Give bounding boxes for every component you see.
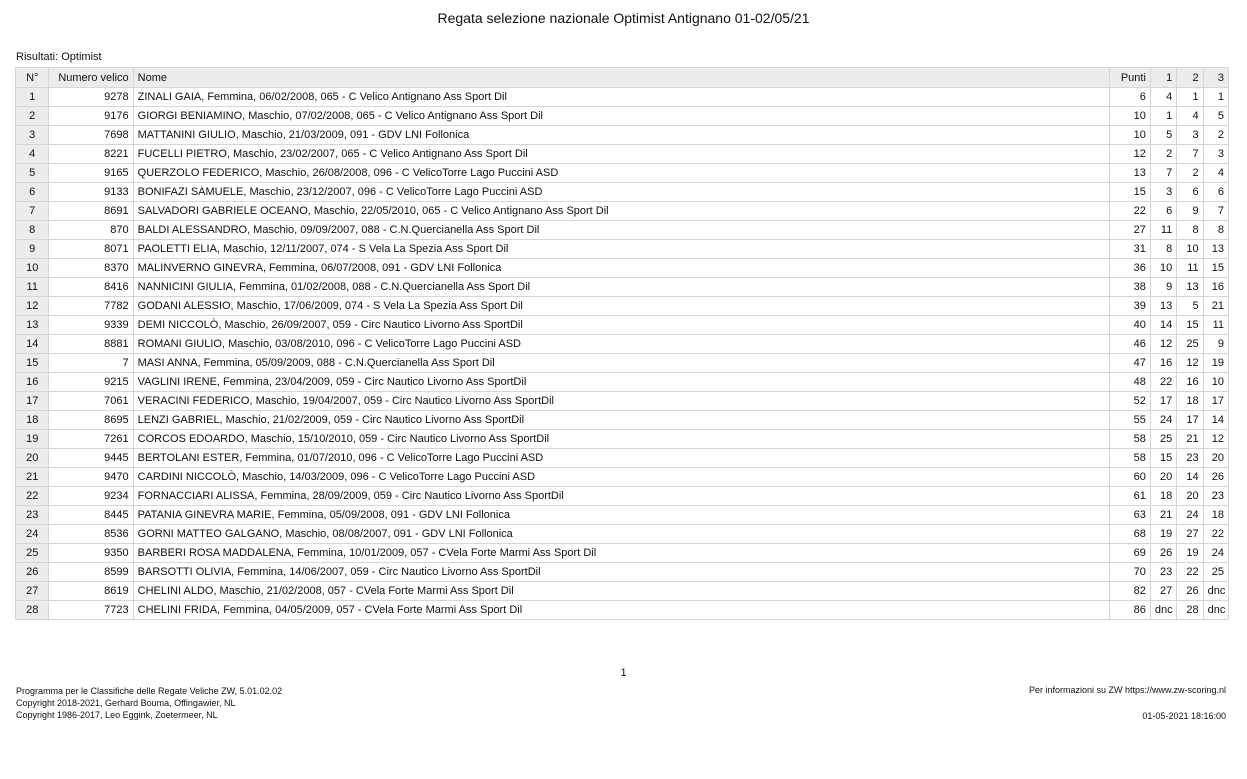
cell-race-1: 9 <box>1150 278 1176 297</box>
table-row <box>16 392 1229 411</box>
cell-race-3: 8 <box>1203 221 1228 240</box>
cell-points: 58 <box>1110 430 1151 449</box>
cell-sail-number: 8221 <box>49 145 133 164</box>
cell-race-3: 15 <box>1203 259 1228 278</box>
cell-sail-number: 7698 <box>49 126 133 145</box>
cell-sail-number: 8881 <box>49 335 133 354</box>
cell-race-2: 16 <box>1177 373 1203 392</box>
cell-race-1: 26 <box>1150 544 1176 563</box>
footer-credits <box>16 685 282 721</box>
cell-sail-number: 8445 <box>49 506 133 525</box>
cell-race-2: 25 <box>1177 335 1203 354</box>
cell-points: 10 <box>1110 126 1151 145</box>
cell-points: 58 <box>1110 449 1151 468</box>
cell-rank: 19 <box>16 430 49 449</box>
cell-sail-number: 7061 <box>49 392 133 411</box>
cell-name: GORNI MATTEO GALGANO, Maschio, 08/08/2007, 091 - GDV LNI Follonica <box>133 525 1110 544</box>
cell-race-3: 25 <box>1203 563 1228 582</box>
cell-sail-number: 7782 <box>49 297 133 316</box>
cell-points: 40 <box>1110 316 1151 335</box>
cell-race-1: 24 <box>1150 411 1176 430</box>
table-row <box>16 468 1229 487</box>
cell-points: 52 <box>1110 392 1151 411</box>
header-race-3: 3 <box>1203 68 1228 88</box>
footer-copyright-line: Copyright 1986-2017, Leo Eggink, Zoetermeer, NL <box>16 710 218 720</box>
cell-points: 63 <box>1110 506 1151 525</box>
cell-name: MALINVERNO GINEVRA, Femmina, 06/07/2008, 091 - GDV LNI Follonica <box>133 259 1110 278</box>
cell-rank: 4 <box>16 145 49 164</box>
footer-program-line: Programma per le Classifiche delle Regate Veliche ZW, 5.01.02.02 <box>16 686 283 696</box>
cell-race-1: 21 <box>1150 506 1176 525</box>
cell-race-2: 28 <box>1177 601 1203 620</box>
cell-sail-number: 9165 <box>49 164 133 183</box>
cell-name: QUERZOLO FEDERICO, Maschio, 26/08/2008, 096 - C VelicoTorre Lago Puccini ASD <box>133 164 1110 183</box>
page-number: 1 <box>620 667 627 679</box>
header-sail-number: Numero velico <box>49 68 133 88</box>
cell-race-3: 23 <box>1203 487 1228 506</box>
cell-rank: 9 <box>16 240 49 259</box>
cell-race-1: 15 <box>1150 449 1176 468</box>
cell-race-3: 3 <box>1203 145 1228 164</box>
cell-rank: 6 <box>16 183 49 202</box>
cell-race-3: 2 <box>1203 126 1228 145</box>
cell-race-1: 23 <box>1150 563 1176 582</box>
table-row <box>16 297 1229 316</box>
cell-sail-number: 9176 <box>49 107 133 126</box>
table-row <box>16 449 1229 468</box>
cell-race-2: 17 <box>1177 411 1203 430</box>
cell-name: BARSOTTI OLIVIA, Femmina, 14/06/2007, 059 - Circ Nautico Livorno Ass SportDil <box>133 563 1110 582</box>
cell-sail-number: 8416 <box>49 278 133 297</box>
table-row <box>16 107 1229 126</box>
cell-race-1: 2 <box>1150 145 1176 164</box>
cell-race-1: 14 <box>1150 316 1176 335</box>
cell-sail-number: 9445 <box>49 449 133 468</box>
cell-rank: 25 <box>16 544 49 563</box>
cell-race-2: 26 <box>1177 582 1203 601</box>
cell-race-2: 20 <box>1177 487 1203 506</box>
cell-race-2: 23 <box>1177 449 1203 468</box>
cell-name: MASI ANNA, Femmina, 05/09/2009, 088 - C.N.Quercianella Ass Sport Dil <box>133 354 1110 373</box>
cell-sail-number: 9234 <box>49 487 133 506</box>
cell-race-3: dnc <box>1203 601 1228 620</box>
table-row <box>16 316 1229 335</box>
table-row <box>16 544 1229 563</box>
cell-rank: 20 <box>16 449 49 468</box>
table-row <box>16 430 1229 449</box>
table-row <box>16 240 1229 259</box>
cell-points: 27 <box>1110 221 1151 240</box>
table-row <box>16 88 1229 107</box>
cell-points: 46 <box>1110 335 1151 354</box>
cell-race-3: 11 <box>1203 316 1228 335</box>
cell-rank: 14 <box>16 335 49 354</box>
cell-race-3: 9 <box>1203 335 1228 354</box>
cell-sail-number: 9350 <box>49 544 133 563</box>
cell-race-1: 10 <box>1150 259 1176 278</box>
cell-race-3: 14 <box>1203 411 1228 430</box>
cell-race-3: dnc <box>1203 582 1228 601</box>
table-row <box>16 563 1229 582</box>
cell-rank: 3 <box>16 126 49 145</box>
cell-points: 39 <box>1110 297 1151 316</box>
cell-points: 60 <box>1110 468 1151 487</box>
cell-race-3: 19 <box>1203 354 1228 373</box>
cell-race-1: 25 <box>1150 430 1176 449</box>
cell-race-1: 20 <box>1150 468 1176 487</box>
table-row <box>16 601 1229 620</box>
cell-name: FORNACCIARI ALISSA, Femmina, 28/09/2009, 059 - Circ Nautico Livorno Ass SportDil <box>133 487 1110 506</box>
cell-race-1: 13 <box>1150 297 1176 316</box>
cell-race-3: 24 <box>1203 544 1228 563</box>
cell-rank: 13 <box>16 316 49 335</box>
footer-datetime: 01-05-2021 18:16:00 <box>1142 711 1226 721</box>
cell-rank: 21 <box>16 468 49 487</box>
cell-name: GIORGI BENIAMINO, Maschio, 07/02/2008, 065 - C Velico Antignano Ass Sport Dil <box>133 107 1110 126</box>
cell-race-3: 18 <box>1203 506 1228 525</box>
footer-info: Per informazioni su ZW https://www.zw-scoring.nl <box>1028 685 1226 695</box>
cell-name: VERACINI FEDERICO, Maschio, 19/04/2007, 059 - Circ Nautico Livorno Ass SportDil <box>133 392 1110 411</box>
cell-rank: 23 <box>16 506 49 525</box>
table-row <box>16 259 1229 278</box>
cell-race-2: 3 <box>1177 126 1203 145</box>
cell-race-1: 12 <box>1150 335 1176 354</box>
cell-rank: 8 <box>16 221 49 240</box>
cell-race-2: 24 <box>1177 506 1203 525</box>
cell-sail-number: 8536 <box>49 525 133 544</box>
cell-race-2: 7 <box>1177 145 1203 164</box>
cell-race-1: 3 <box>1150 183 1176 202</box>
cell-points: 10 <box>1110 107 1151 126</box>
cell-sail-number: 7261 <box>49 430 133 449</box>
cell-name: BARBERI ROSA MADDALENA, Femmina, 10/01/2009, 057 - CVela Forte Marmi Ass Sport Dil <box>133 544 1110 563</box>
cell-race-3: 22 <box>1203 525 1228 544</box>
cell-name: BONIFAZI SAMUELE, Maschio, 23/12/2007, 096 - C VelicoTorre Lago Puccini ASD <box>133 183 1110 202</box>
cell-rank: 17 <box>16 392 49 411</box>
cell-race-1: 4 <box>1150 88 1176 107</box>
cell-name: BALDI ALESSANDRO, Maschio, 09/09/2007, 088 - C.N.Quercianella Ass Sport Dil <box>133 221 1110 240</box>
cell-race-1: dnc <box>1150 601 1176 620</box>
cell-race-2: 12 <box>1177 354 1203 373</box>
cell-race-1: 5 <box>1150 126 1176 145</box>
cell-rank: 5 <box>16 164 49 183</box>
cell-rank: 16 <box>16 373 49 392</box>
cell-points: 70 <box>1110 563 1151 582</box>
footer-copyright-line: Copyright 2018-2021, Gerhard Bouma, Offingawier, NL <box>16 698 236 708</box>
cell-rank: 7 <box>16 202 49 221</box>
cell-rank: 1 <box>16 88 49 107</box>
cell-points: 82 <box>1110 582 1151 601</box>
cell-sail-number: 9215 <box>49 373 133 392</box>
cell-race-1: 1 <box>1150 107 1176 126</box>
table-row <box>16 354 1229 373</box>
cell-points: 38 <box>1110 278 1151 297</box>
cell-race-2: 4 <box>1177 107 1203 126</box>
table-header-row <box>16 68 1229 88</box>
results-label: Risultati: Optimist <box>16 51 102 63</box>
cell-name: FUCELLI PIETRO, Maschio, 23/02/2007, 065 - C Velico Antignano Ass Sport Dil <box>133 145 1110 164</box>
cell-race-1: 19 <box>1150 525 1176 544</box>
cell-points: 55 <box>1110 411 1151 430</box>
cell-points: 69 <box>1110 544 1151 563</box>
cell-name: CHELINI FRIDA, Femmina, 04/05/2009, 057 - CVela Forte Marmi Ass Sport Dil <box>133 601 1110 620</box>
cell-sail-number: 8619 <box>49 582 133 601</box>
table-row <box>16 373 1229 392</box>
cell-rank: 10 <box>16 259 49 278</box>
cell-rank: 2 <box>16 107 49 126</box>
table-row <box>16 221 1229 240</box>
cell-sail-number: 9133 <box>49 183 133 202</box>
header-name: Nome <box>133 68 1110 88</box>
table-row <box>16 525 1229 544</box>
cell-name: SALVADORI GABRIELE OCEANO, Maschio, 22/05/2010, 065 - C Velico Antignano Ass Sport Dil <box>133 202 1110 221</box>
cell-sail-number: 9339 <box>49 316 133 335</box>
cell-race-2: 27 <box>1177 525 1203 544</box>
cell-race-2: 22 <box>1177 563 1203 582</box>
table-row <box>16 164 1229 183</box>
cell-points: 61 <box>1110 487 1151 506</box>
cell-race-2: 14 <box>1177 468 1203 487</box>
cell-name: ZINALI GAIA, Femmina, 06/02/2008, 065 - C Velico Antignano Ass Sport Dil <box>133 88 1110 107</box>
cell-race-3: 1 <box>1203 88 1228 107</box>
table-row <box>16 278 1229 297</box>
cell-sail-number: 8691 <box>49 202 133 221</box>
cell-name: GODANI ALESSIO, Maschio, 17/06/2009, 074 - S Vela La Spezia Ass Sport Dil <box>133 297 1110 316</box>
cell-name: PATANIA GINEVRA MARIE, Femmina, 05/09/2008, 091 - GDV LNI Follonica <box>133 506 1110 525</box>
cell-points: 31 <box>1110 240 1151 259</box>
cell-name: BERTOLANI ESTER, Femmina, 01/07/2010, 096 - C VelicoTorre Lago Puccini ASD <box>133 449 1110 468</box>
cell-race-2: 15 <box>1177 316 1203 335</box>
cell-race-3: 5 <box>1203 107 1228 126</box>
table-row <box>16 145 1229 164</box>
cell-sail-number: 7 <box>49 354 133 373</box>
header-race-2: 2 <box>1177 68 1203 88</box>
cell-race-3: 12 <box>1203 430 1228 449</box>
cell-rank: 12 <box>16 297 49 316</box>
cell-race-2: 10 <box>1177 240 1203 259</box>
cell-sail-number: 8695 <box>49 411 133 430</box>
cell-race-1: 27 <box>1150 582 1176 601</box>
results-body <box>16 88 1229 620</box>
table-row <box>16 202 1229 221</box>
cell-rank: 28 <box>16 601 49 620</box>
cell-sail-number: 9278 <box>49 88 133 107</box>
cell-rank: 15 <box>16 354 49 373</box>
cell-race-1: 22 <box>1150 373 1176 392</box>
cell-sail-number: 870 <box>49 221 133 240</box>
cell-race-3: 17 <box>1203 392 1228 411</box>
cell-name: PAOLETTI ELIA, Maschio, 12/11/2007, 074 - S Vela La Spezia Ass Sport Dil <box>133 240 1110 259</box>
table-row <box>16 411 1229 430</box>
cell-race-2: 6 <box>1177 183 1203 202</box>
cell-points: 48 <box>1110 373 1151 392</box>
header-points: Punti <box>1110 68 1151 88</box>
cell-name: MATTANINI GIULIO, Maschio, 21/03/2009, 091 - GDV LNI Follonica <box>133 126 1110 145</box>
cell-name: ROMANI GIULIO, Maschio, 03/08/2010, 096 - C VelicoTorre Lago Puccini ASD <box>133 335 1110 354</box>
cell-race-1: 17 <box>1150 392 1176 411</box>
cell-rank: 27 <box>16 582 49 601</box>
cell-points: 22 <box>1110 202 1151 221</box>
cell-points: 13 <box>1110 164 1151 183</box>
cell-sail-number: 7723 <box>49 601 133 620</box>
cell-race-1: 16 <box>1150 354 1176 373</box>
cell-race-3: 10 <box>1203 373 1228 392</box>
cell-race-3: 6 <box>1203 183 1228 202</box>
table-row <box>16 335 1229 354</box>
cell-points: 86 <box>1110 601 1151 620</box>
cell-points: 47 <box>1110 354 1151 373</box>
cell-rank: 18 <box>16 411 49 430</box>
cell-race-2: 21 <box>1177 430 1203 449</box>
cell-race-2: 13 <box>1177 278 1203 297</box>
cell-rank: 22 <box>16 487 49 506</box>
cell-rank: 26 <box>16 563 49 582</box>
cell-race-3: 26 <box>1203 468 1228 487</box>
results-table <box>15 67 1229 620</box>
cell-points: 15 <box>1110 183 1151 202</box>
cell-race-3: 7 <box>1203 202 1228 221</box>
header-race-1: 1 <box>1150 68 1176 88</box>
cell-points: 12 <box>1110 145 1151 164</box>
table-row <box>16 487 1229 506</box>
cell-name: DEMI NICCOLÒ, Maschio, 26/09/2007, 059 - Circ Nautico Livorno Ass SportDil <box>133 316 1110 335</box>
cell-race-1: 6 <box>1150 202 1176 221</box>
cell-race-1: 18 <box>1150 487 1176 506</box>
table-row <box>16 506 1229 525</box>
cell-sail-number: 8071 <box>49 240 133 259</box>
cell-race-2: 19 <box>1177 544 1203 563</box>
cell-name: CARDINI NICCOLÒ, Maschio, 14/03/2009, 096 - C VelicoTorre Lago Puccini ASD <box>133 468 1110 487</box>
cell-race-3: 16 <box>1203 278 1228 297</box>
cell-sail-number: 8370 <box>49 259 133 278</box>
cell-race-3: 13 <box>1203 240 1228 259</box>
cell-race-1: 8 <box>1150 240 1176 259</box>
cell-name: NANNICINI GIULIA, Femmina, 01/02/2008, 088 - C.N.Quercianella Ass Sport Dil <box>133 278 1110 297</box>
cell-race-1: 11 <box>1150 221 1176 240</box>
cell-name: LENZI GABRIEL, Maschio, 21/02/2009, 059 - Circ Nautico Livorno Ass SportDil <box>133 411 1110 430</box>
cell-race-2: 2 <box>1177 164 1203 183</box>
cell-race-3: 4 <box>1203 164 1228 183</box>
cell-rank: 11 <box>16 278 49 297</box>
cell-name: CORCOS EDOARDO, Maschio, 15/10/2010, 059 - Circ Nautico Livorno Ass SportDil <box>133 430 1110 449</box>
cell-sail-number: 8599 <box>49 563 133 582</box>
table-row <box>16 183 1229 202</box>
cell-race-2: 8 <box>1177 221 1203 240</box>
cell-race-3: 20 <box>1203 449 1228 468</box>
cell-race-3: 21 <box>1203 297 1228 316</box>
cell-race-2: 18 <box>1177 392 1203 411</box>
cell-race-1: 7 <box>1150 164 1176 183</box>
cell-race-2: 5 <box>1177 297 1203 316</box>
cell-name: VAGLINI IRENE, Femmina, 23/04/2009, 059 - Circ Nautico Livorno Ass SportDil <box>133 373 1110 392</box>
cell-name: CHELINI ALDO, Maschio, 21/02/2008, 057 - CVela Forte Marmi Ass Sport Dil <box>133 582 1110 601</box>
cell-race-2: 9 <box>1177 202 1203 221</box>
cell-race-2: 1 <box>1177 88 1203 107</box>
cell-race-2: 11 <box>1177 259 1203 278</box>
table-row <box>16 126 1229 145</box>
page-title: Regata selezione nazionale Optimist Antignano 01-02/05/21 <box>437 10 810 26</box>
cell-points: 6 <box>1110 88 1151 107</box>
cell-rank: 24 <box>16 525 49 544</box>
table-row <box>16 582 1229 601</box>
header-rank: N° <box>16 68 49 88</box>
cell-sail-number: 9470 <box>49 468 133 487</box>
cell-points: 68 <box>1110 525 1151 544</box>
cell-points: 36 <box>1110 259 1151 278</box>
